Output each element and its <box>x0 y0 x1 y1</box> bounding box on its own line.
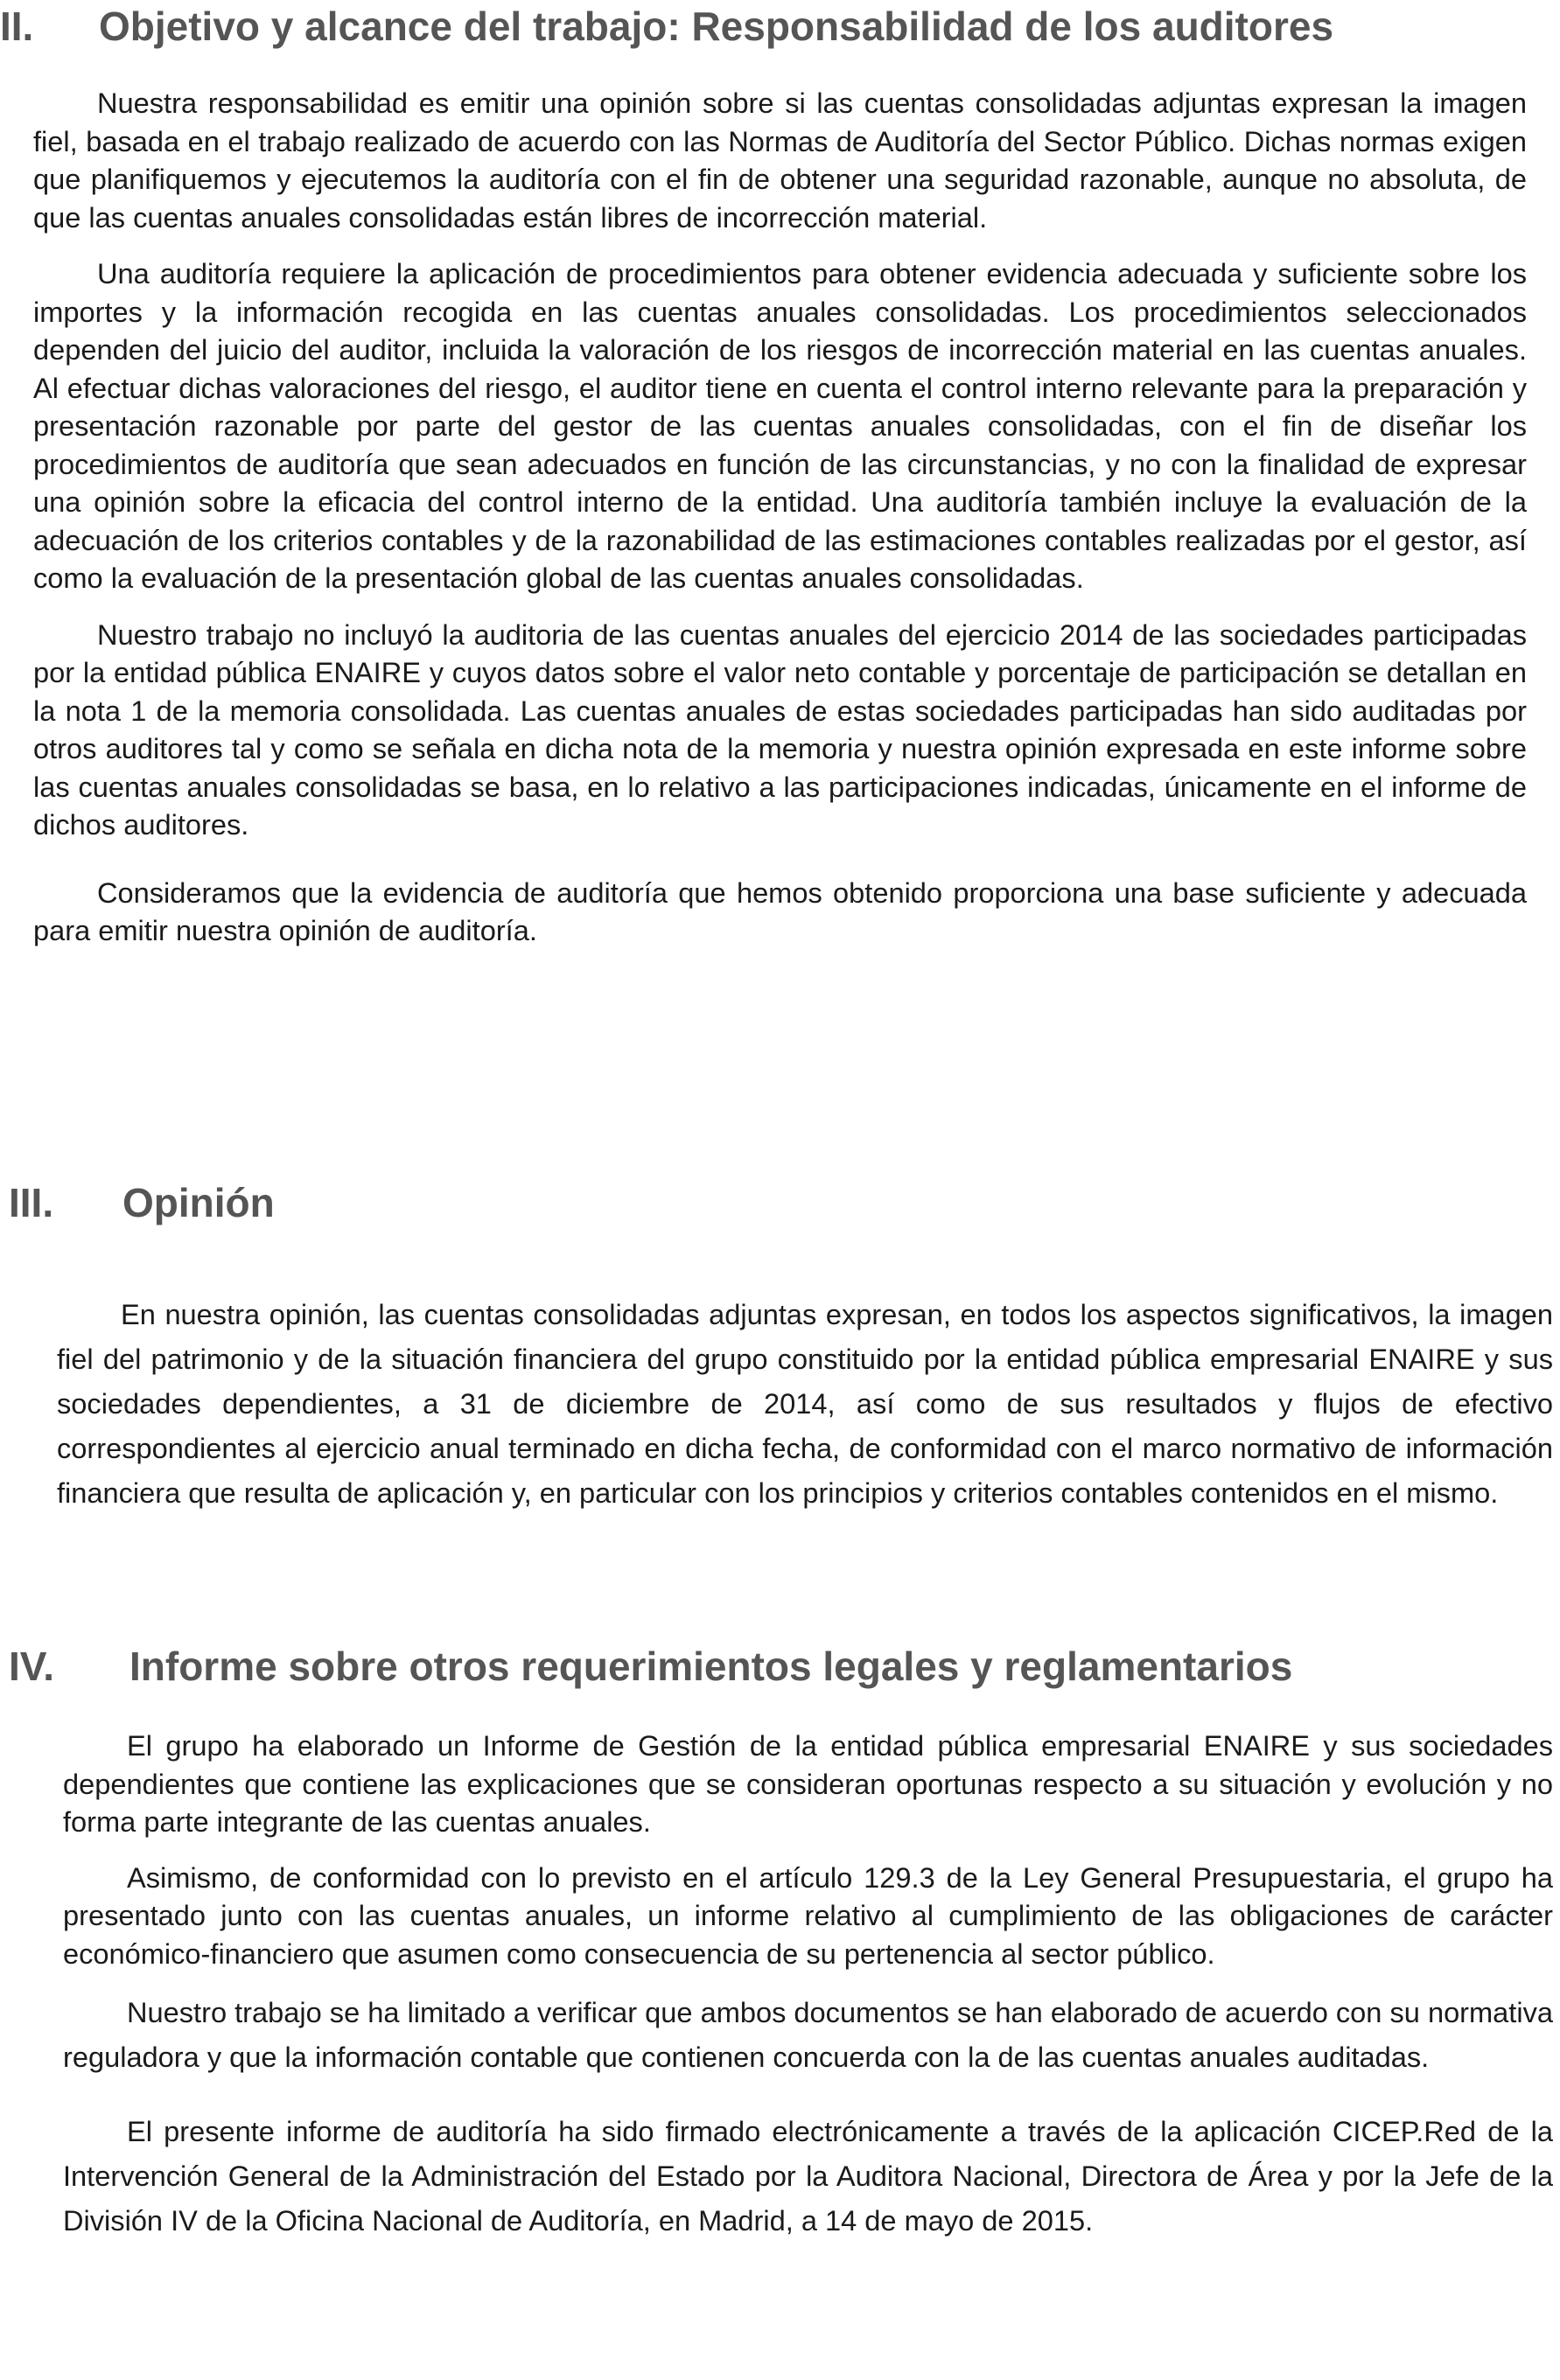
paragraph: Nuestro trabajo no incluyó la auditoria de las cuentas anuales del ejercicio 2014 de las sociedades participadas por la entidad pública ENAIRE y cuyos datos sobre el valor neto contable y porcentaje de participación se detallan en la nota 1 de la memoria consolidada. Las cuentas anuales de estas sociedades participadas han sido auditadas por otros auditores tal y como se señala en dicha nota de la memoria y nuestra opinión expresada en este informe sobre las cuentas anuales consolidadas se basa, en lo relativo a las participaciones indicadas, únicamente en el informe de dichos auditores. <box>33 618 1527 841</box>
section-heading <box>0 1640 1560 1693</box>
section-body <box>33 84 1527 950</box>
section-heading <box>0 0 1560 52</box>
section-number: IV. <box>9 1644 55 1689</box>
section-title: Opinión <box>122 1180 275 1225</box>
paragraph: Nuestra responsabilidad es emitir una opinión sobre si las cuentas consolidadas adjuntas expresan la imagen fiel, basada en el trabajo realizado de acuerdo con las Normas de Auditoría del Sector Público. Dichas normas exigen que planifiquemos y ejecutemos la auditoría con el fin de obtener una seguridad razonable, aunque no absoluta, de que las cuentas anuales consolidadas están libres de incorrección material. <box>33 87 1527 234</box>
paragraph: Una auditoría requiere la aplicación de procedimientos para obtener evidencia adecuada y suficiente sobre los importes y la información recogida en las cuentas anuales consolidadas. Los procedimientos seleccionados dependen del juicio del auditor, incluida la valoración de los riesgos de incorrección material en las cuentas anuales. Al efectuar dichas valoraciones del riesgo, el auditor tiene en cuenta el control interno relevante para la preparación y presentación razonable por parte del gestor de las cuentas anuales consolidadas, con el fin de diseñar los procedimientos de auditoría que sean adecuados en función de las circunstancias, y no con la finalidad de expresar una opinión sobre la eficacia del control interno de la entidad. Una auditoría también incluye la evaluación de la adecuación de los criterios contables y de la razonabilidad de las estimaciones contables realizadas por el gestor, así como la evaluación de la presentación global de las cuentas anuales consolidadas. <box>33 257 1527 594</box>
section-otros-requerimientos <box>0 1640 1560 2237</box>
section-body <box>57 1292 1553 1515</box>
section-body <box>63 1727 1553 2243</box>
section-opinion <box>0 1176 1560 1509</box>
section-number: III. <box>9 1180 54 1225</box>
section-objetivo-alcance <box>0 0 1560 946</box>
paragraph: El presente informe de auditoría ha sido firmado electrónicamente a través de la aplicación CICEP.Red de la Intervención General de la Administración del Estado por la Auditora Nacional, Directora de Área y por la Jefe de la División IV de la Oficina Nacional de Auditoría, en Madrid, a 14 de mayo de 2015. <box>63 2115 1553 2237</box>
paragraph: Consideramos que la evidencia de auditoría que hemos obtenido proporciona una base suficiente y adecuada para emitir nuestra opinión de auditoría. <box>33 876 1527 946</box>
section-heading <box>0 1176 1560 1229</box>
paragraph: En nuestra opinión, las cuentas consolidadas adjuntas expresan, en todos los aspectos significativos, la imagen fiel del patrimonio y de la situación financiera del grupo constituido por la entidad pública empresarial ENAIRE y sus sociedades dependientes, a 31 de diciembre de 2014, así como de sus resultados y flujos de efectivo correspondientes al ejercicio anual terminado en dicha fecha, de conformidad con el marco normativo de información financiera que resulta de aplicación y, en particular con los principios y criterios contables contenidos en el mismo. <box>57 1298 1553 1509</box>
paragraph: Asimismo, de conformidad con lo previsto en el artículo 129.3 de la Ley General Presupuestaria, el grupo ha presentado junto con las cuentas anuales, un informe relativo al cumplimiento de las obligaciones de carácter económico-financiero que asumen como consecuencia de su pertenencia al sector público. <box>63 1860 1553 1970</box>
paragraph: El grupo ha elaborado un Informe de Gestión de la entidad pública empresarial ENAIRE y sus sociedades dependientes que contiene las explicaciones que se consideran oportunas respecto a su situación y evolución y no forma parte integrante de las cuentas anuales. <box>63 1729 1553 1838</box>
section-title: Informe sobre otros requerimientos legales y reglamentarios <box>129 1644 1293 1689</box>
section-number: II. <box>0 3 34 49</box>
section-title: Objetivo y alcance del trabajo: Responsabilidad de los auditores <box>99 3 1334 49</box>
paragraph: Nuestro trabajo se ha limitado a verificar que ambos documentos se han elaborado de acuerdo con su normativa reguladora y que la información contable que contienen concuerda con la de las cuentas anuales auditadas. <box>63 1996 1553 2073</box>
